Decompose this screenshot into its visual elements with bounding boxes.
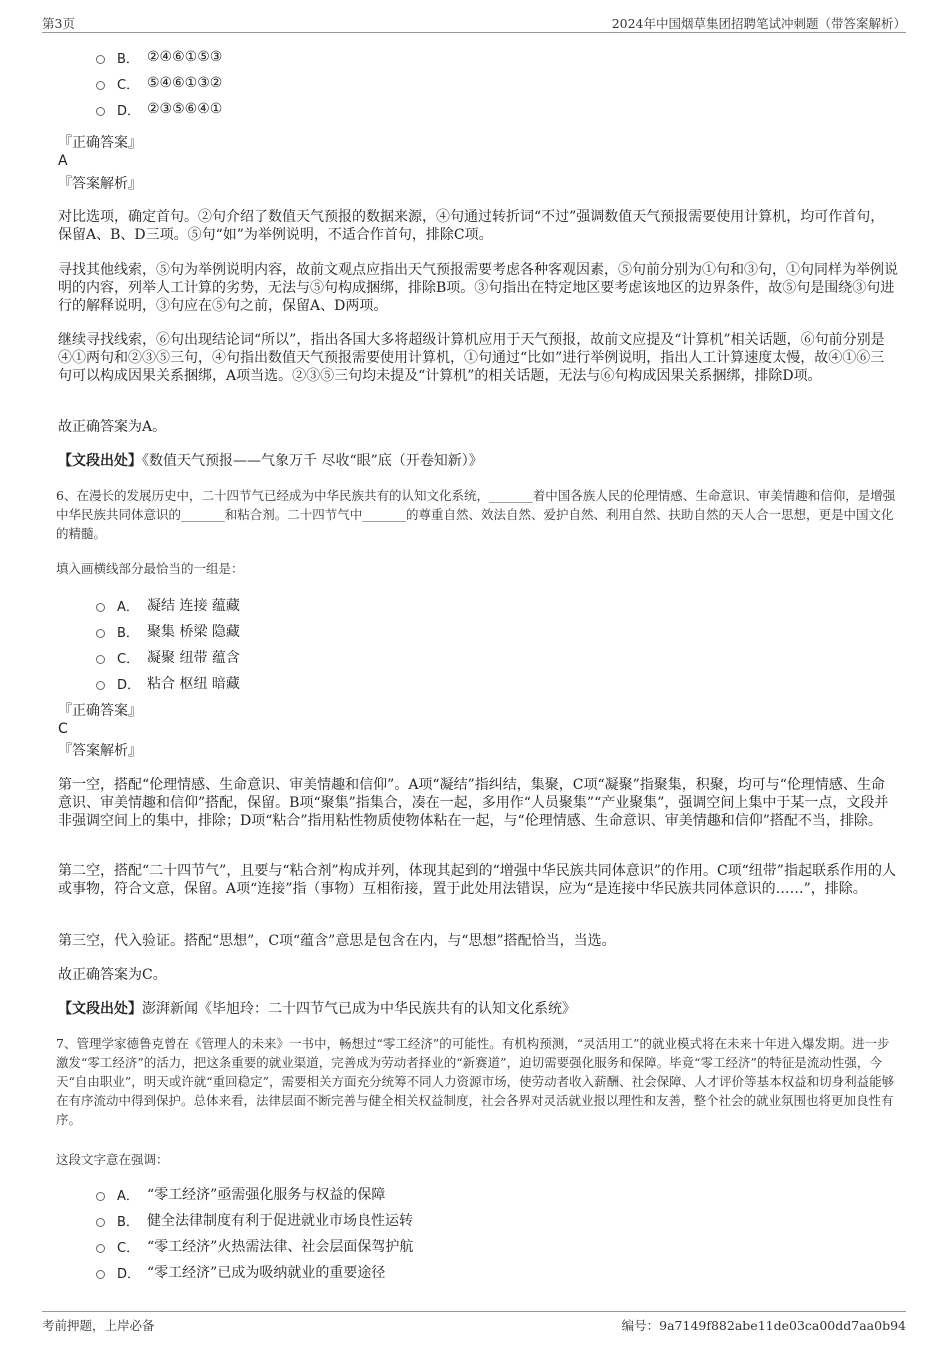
source-text: 《数值天气预报——气象万千 尽收“眼”底（开卷知新）》 <box>142 453 483 469</box>
q5-analysis-p2: 寻找其他线索，⑤句为举例说明内容，故前文观点应指出天气预报需要考虑各种客观因素，⑤句前分别为①句和③句，①句同样为举例说明的内容，列举人工计算的劣势，无法与⑤句构成捆绑，排除B项。③句指出在特定地区要考虑该地区的边界条件，故⑤句是围绕③句进行的解释说明，③句应在⑤句之前，保留A、D两项。 <box>58 262 898 314</box>
q6-option-c[interactable]: C． 凝聚 纽带 蕴含 <box>96 644 240 670</box>
q6-option-d[interactable]: D． 粘合 枢纽 暗藏 <box>96 670 240 696</box>
q5-analysis-label: 『答案解析』 <box>58 176 142 192</box>
source-label: 【文段出处】 <box>58 1001 142 1017</box>
q5-analysis-p4: 故正确答案为A。 <box>58 419 167 435</box>
q7-prompt: 这段文字意在强调： <box>56 1152 169 1167</box>
document-title: 2024年中国烟草集团招聘笔试冲刺题（带答案解析） <box>611 16 906 31</box>
source-label: 【文段出处】 <box>58 453 142 469</box>
radio-icon[interactable] <box>96 1270 105 1279</box>
q7-option-d[interactable]: D． “零工经济”已成为吸纳就业的重要途径 <box>96 1259 413 1285</box>
q7-options <box>96 1181 413 1285</box>
q5-answer-label: 『正确答案』 <box>58 135 142 151</box>
page-number: 第3页 <box>42 16 75 31</box>
q6-answer-label: 『正确答案』 <box>58 703 142 719</box>
radio-icon[interactable] <box>96 1192 105 1201</box>
radio-icon[interactable] <box>96 603 105 612</box>
q6-option-a[interactable]: A． 凝结 连接 蕴藏 <box>96 592 240 618</box>
radio-icon[interactable] <box>96 655 105 664</box>
page-footer <box>42 1311 906 1336</box>
q5-options <box>96 44 222 122</box>
q6-analysis-label: 『答案解析』 <box>58 743 142 759</box>
q7-stem: 7、管理学家德鲁克曾在《管理人的未来》一书中，畅想过“零工经济”的可能性。有机构预测，“灵活用工”的就业模式将在未来十年进入爆发期。进一步激发“零工经济”的活力，把这条重要的就业渠道，完善成为劳动者择业的“新赛道”，迫切需要强化服务和保障。毕竟“零工经济”的特征是流动性强，今天“自由职业”，明天或许就“重回稳定”，需要相关方面充分统筹不同人力资源市场，使劳动者收入薪酬、社会保障、人才评价等基本权益和切身利益能够在有序流动中得到保护。总体来看，法律层面不断完善与健全相关权益制度，社会各界对灵活就业报以理性和友善，整个社会的就业氛围也将更加良性有序。 <box>56 1036 895 1127</box>
source-text: 澎湃新闻《毕旭玲：二十四节气已成为中华民族共有的认知文化系统》 <box>142 1001 576 1017</box>
radio-icon[interactable] <box>96 1218 105 1227</box>
q5-option-c[interactable]: C． ⑤④⑥①③② <box>96 70 222 96</box>
page-header <box>42 10 906 33</box>
q6-options <box>96 592 240 696</box>
q6-source <box>58 1000 898 1018</box>
q5-analysis-p3: 继续寻找线索，⑥句出现结论词“所以”，指出各国大多将超级计算机应用于天气预报，故前文应提及“计算机”相关话题，⑥句前分别是④①两句和②③⑤三句，④句指出数值天气预报需要使用计算机，①句通过“比如”进行举例说明，指出人工计算速度太慢，故④①⑥三句可以构成因果关系捆绑，A项当选。②③⑤三句均未提及“计算机”的相关话题，无法与⑥句构成因果关系捆绑，排除D项。 <box>58 332 885 384</box>
q6-analysis-p2: 第二空，搭配“二十四节气”，且要与“粘合剂”构成并列，体现其起到的“增强中华民族共同体意识”的作用。C项“纽带”指起联系作用的人或事物，符合文意，保留。A项“连接”指（事物）互相衔接，置于此处用法错误，应为“是连接中华民族共同体意识的……”，排除。 <box>58 863 896 897</box>
q6-option-b[interactable]: B． 聚集 桥梁 隐藏 <box>96 618 240 644</box>
q6-answer: C <box>58 721 68 737</box>
q6-stem: 6、在漫长的发展历史中，二十四节气已经成为中华民族共有的认知文化系统，_______着中国各族人民的伦理情感、生命意识、审美情趣和信仰，是增强中华民族共同体意识的_______和粘合剂。二十四节气中_______的尊重自然、效法自然、爱护自然、利用自然、扶助自然的天人合一思想，更是中国文化的精髓。 <box>56 488 896 541</box>
q5-answer: A <box>58 153 68 169</box>
q5-analysis-p1: 对比选项，确定首句。②句介绍了数值天气预报的数据来源，④句通过转折词“不过”强调数值天气预报需要使用计算机，均可作首句，保留A、B、D三项。⑤句“如”为举例说明，不适合作首句，排除C项。 <box>58 209 885 243</box>
q6-analysis-p4: 故正确答案为C。 <box>58 967 167 983</box>
footer-slogan: 考前押题，上岸必备 <box>42 1318 155 1333</box>
radio-icon[interactable] <box>96 629 105 638</box>
radio-icon[interactable] <box>96 681 105 690</box>
q7-option-b[interactable]: B． 健全法律制度有利于促进就业市场良性运转 <box>96 1207 413 1233</box>
q5-option-b[interactable]: B． ②④⑥①⑤③ <box>96 44 222 70</box>
q6-analysis-p3: 第三空，代入验证。搭配“思想”，C项“蕴含”意思是包含在内，与“思想”搭配恰当，当选。 <box>58 933 616 949</box>
radio-icon[interactable] <box>96 1244 105 1253</box>
q7-option-a[interactable]: A． “零工经济”亟需强化服务与权益的保障 <box>96 1181 413 1207</box>
radio-icon[interactable] <box>96 81 105 90</box>
radio-icon[interactable] <box>96 107 105 116</box>
q5-source <box>58 452 898 470</box>
q6-prompt: 填入画横线部分最恰当的一组是： <box>56 561 244 576</box>
document-id: 编号：9a7149f882abe11de03ca00dd7aa0b94 <box>621 1318 906 1333</box>
radio-icon[interactable] <box>96 55 105 64</box>
q5-option-d[interactable]: D． ②③⑤⑥④① <box>96 96 222 122</box>
q7-option-c[interactable]: C． “零工经济”火热需法律、社会层面保驾护航 <box>96 1233 413 1259</box>
q6-analysis-p1: 第一空，搭配“伦理情感、生命意识、审美情趣和信仰”。A项“凝结”指纠结，集聚，C项“凝聚”指聚集，积聚，均可与“伦理情感、生命意识、审美情趣和信仰”搭配，保留。B项“聚集”指集合，凑在一起，多用作“人员聚集”“产业聚集”，强调空间上集中于某一点，文段并非强调空间上的集中，排除；D项“粘合”指用粘性物质使物体粘在一起，与“伦理情感、生命意识、审美情趣和信仰”搭配不当，排除。 <box>58 777 889 829</box>
